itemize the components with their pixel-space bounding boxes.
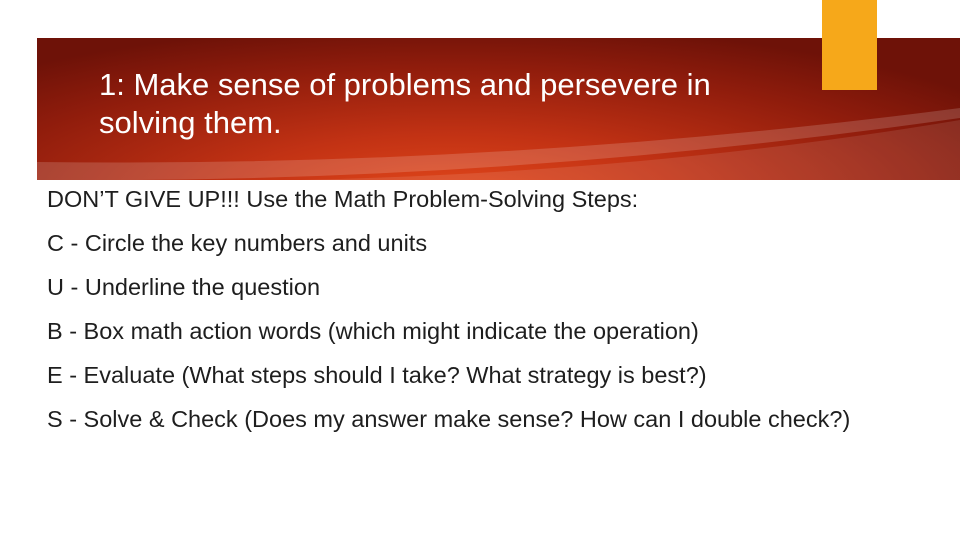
accent-square <box>822 0 877 90</box>
intro-line: DON’T GIVE UP!!! Use the Math Problem-Solving Steps: <box>47 186 639 212</box>
step-b: B - Box math action words (which might indicate the operation) <box>47 318 699 344</box>
step-u: U - Underline the question <box>47 274 321 300</box>
step-s: S - Solve & Check (Does my answer make sense? How can I double check?) <box>47 406 851 432</box>
slide-title: 1: Make sense of problems and persevere in solving them. <box>99 67 711 140</box>
step-e: E - Evaluate (What steps should I take? What strategy is best?) <box>47 362 707 388</box>
step-c: C - Circle the key numbers and units <box>47 230 428 256</box>
body-text <box>47 184 927 448</box>
